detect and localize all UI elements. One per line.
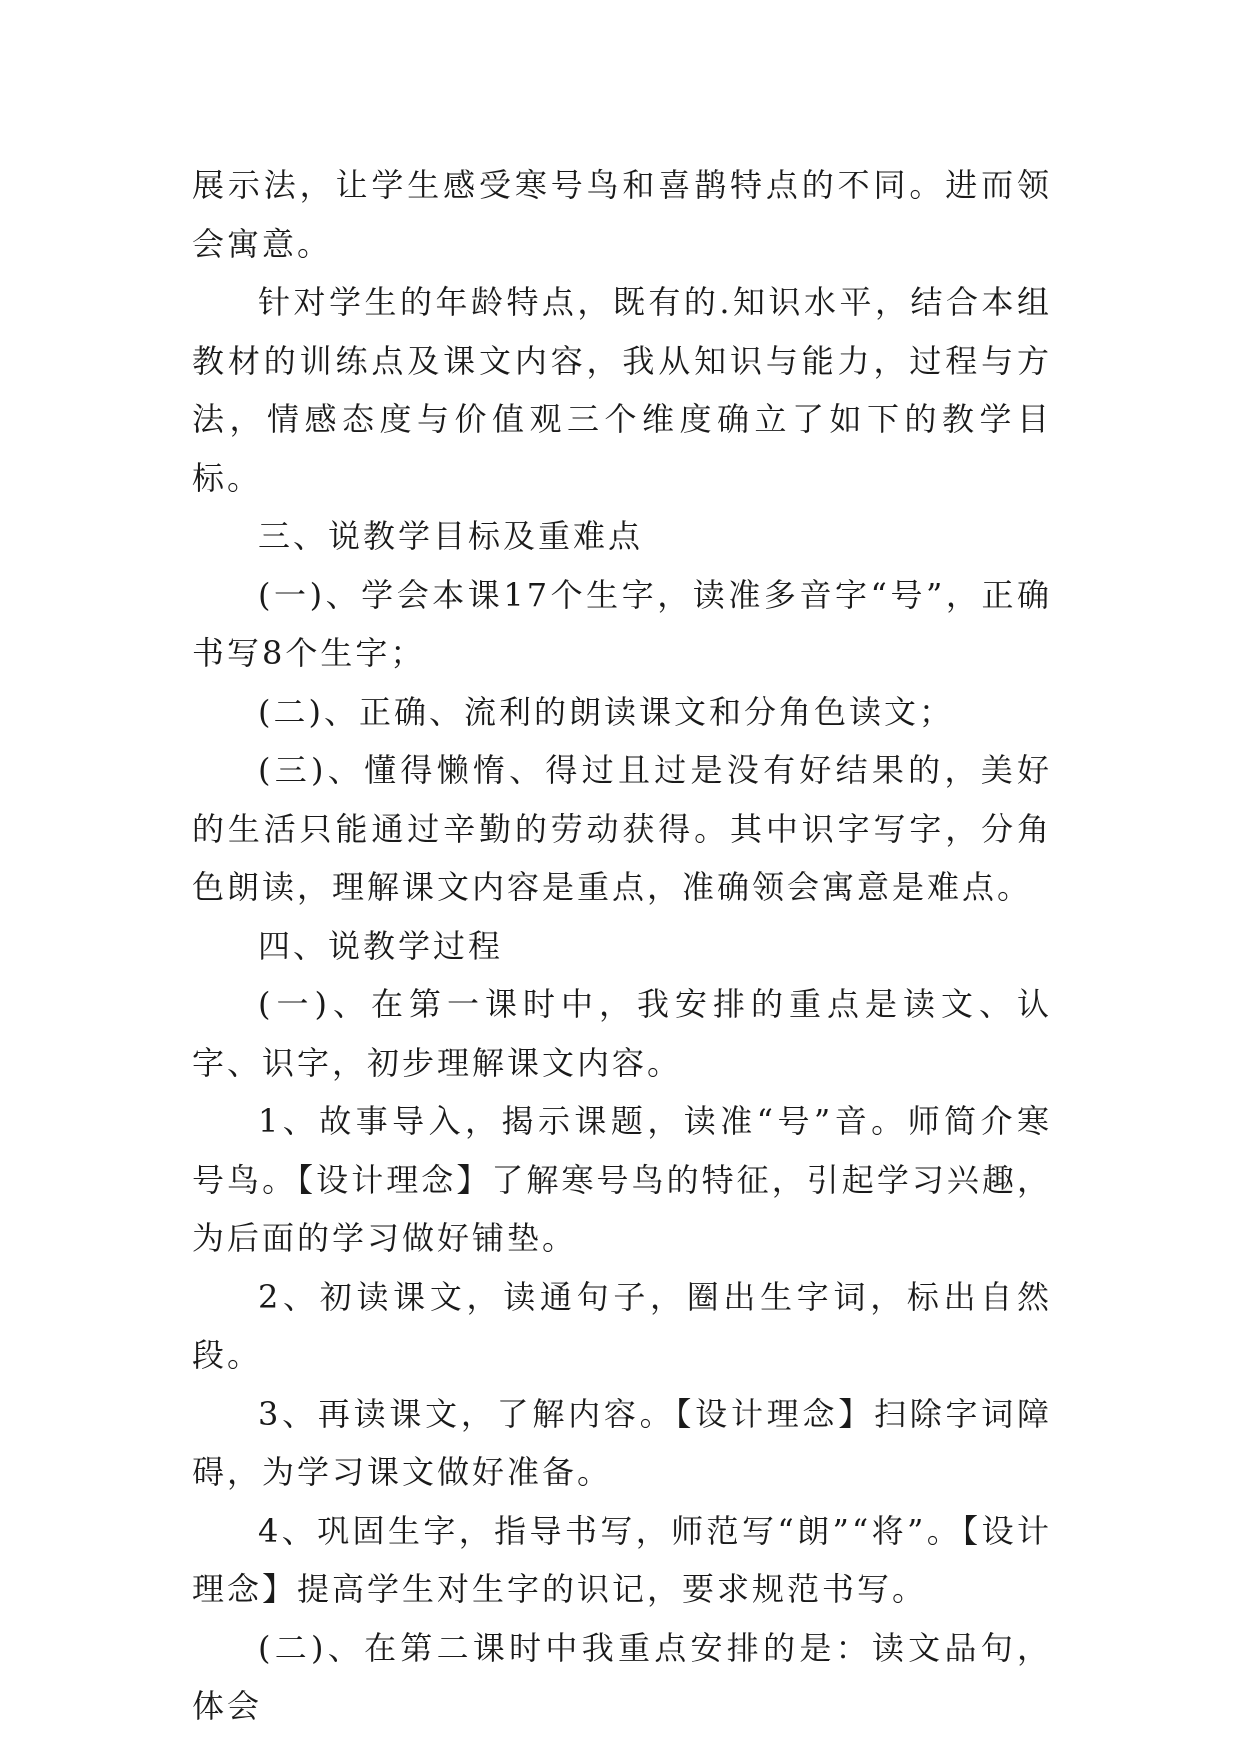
- paragraph-2: 针对学生的年龄特点，既有的.知识水平，结合本组教材的训练点及课文内容，我从知识与能力，过程与方法，情感态度与价值观三个维度确立了如下的教学目标。: [192, 283, 1052, 497]
- lesson-2-intro: (二)、在第二课时中我重点安排的是：读文品句，体会: [192, 1628, 1052, 1725]
- paragraph-1: 展示法，让学生感受寒号鸟和喜鹊特点的不同。进而领会寓意。: [192, 166, 1052, 263]
- step-1: 1、故事导入，揭示课题，读准“号”音。师简介寒号鸟。【设计理念】了解寒号鸟的特征，引起学习兴趣，为后面的学习做好铺垫。: [192, 1102, 1052, 1257]
- lesson-1-intro: (一)、在第一课时中，我安排的重点是读文、认字、识字，初步理解课文内容。: [192, 985, 1052, 1082]
- objective-2: (二)、正确、流利的朗读课文和分角色读文；: [258, 692, 954, 731]
- objective-3: (三)、懂得懒惰、得过且过是没有好结果的，美好的生活只能通过辛勤的劳动获得。其中识字写字，分角色朗读，理解课文内容是重点，准确领会寓意是难点。: [192, 751, 1052, 906]
- section-heading-3: 三、说教学目标及重难点: [258, 517, 644, 555]
- section-heading-4: 四、说教学过程: [258, 926, 504, 965]
- step-4: 4、巩固生字，指导书写，师范写“朗”“将”。【设计理念】提高学生对生字的识记，要求规范书写。: [192, 1511, 1052, 1608]
- document-body: [192, 156, 1052, 1736]
- objective-1: (一)、学会本课17个生字，读准多音字“号”，正确书写8个生字；: [192, 575, 1052, 672]
- step-2: 2、初读课文，读通句子，圈出生字词，标出自然段。: [192, 1277, 1052, 1374]
- step-3: 3、再读课文，了解内容。【设计理念】扫除字词障碍，为学习课文做好准备。: [192, 1394, 1052, 1491]
